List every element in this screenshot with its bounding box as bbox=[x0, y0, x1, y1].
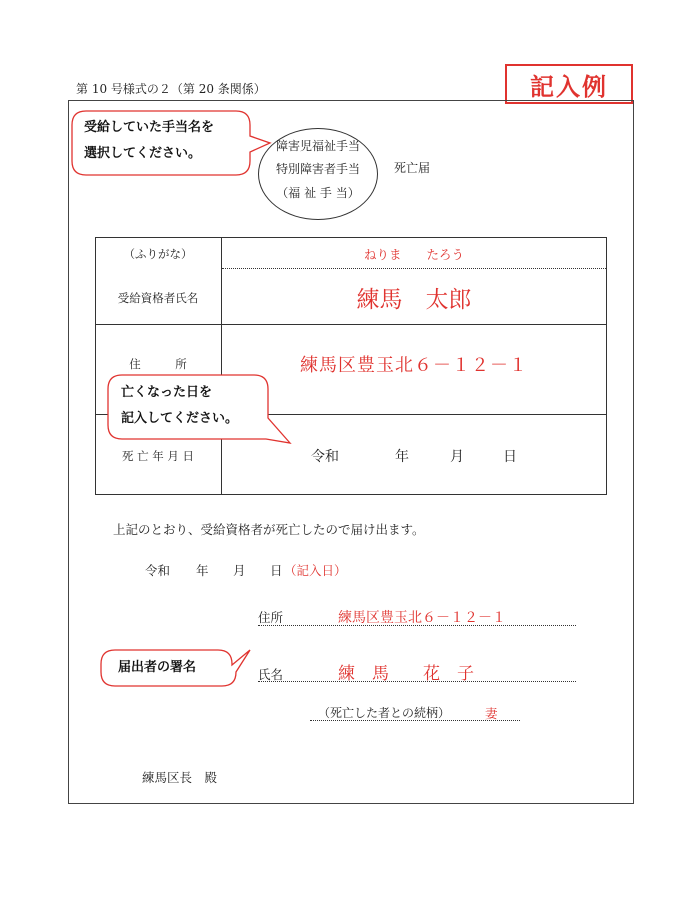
name-value: 練馬 太郎 bbox=[356, 287, 472, 313]
allowance-option-welfare: （福 祉 手 当） bbox=[276, 186, 360, 200]
filing-date-year: 年 bbox=[196, 563, 209, 578]
notifier-name-label: 氏名 bbox=[258, 667, 284, 682]
allowance-callout-line1: 受給していた手当名を bbox=[84, 120, 215, 135]
death-date-label: 死 亡 年 月 日 bbox=[121, 449, 195, 463]
allowance-callout-line2: 選択してください。 bbox=[84, 146, 202, 161]
form-number: 第 10 号様式の２（第 20 条関係） bbox=[76, 82, 266, 96]
death-date-era: 令和 bbox=[311, 449, 339, 465]
notifier-callout-text: 届出者の署名 bbox=[118, 660, 197, 675]
relation-label: （死亡した者との続柄） bbox=[318, 706, 451, 720]
death-date-callout-line1: 亡くなった日を bbox=[121, 385, 213, 400]
allowance-option-disabled-child: 障害児福祉手当 bbox=[275, 139, 360, 153]
filing-date-note: （記入日） bbox=[284, 563, 347, 578]
death-date-callout-line2: 記入してください。 bbox=[121, 411, 239, 426]
relation-value: 妻 bbox=[485, 706, 498, 721]
filing-date-month: 月 bbox=[233, 563, 246, 578]
death-date-day: 日 bbox=[503, 449, 517, 465]
death-date-month: 月 bbox=[450, 449, 464, 465]
statement: 上記のとおり、受給資格者が死亡したので届け出ます。 bbox=[113, 522, 425, 537]
furigana-label: （ふりがな） bbox=[123, 247, 193, 261]
filing-date-day: 日 bbox=[270, 563, 283, 578]
notifier-name-value: 練 馬 花 子 bbox=[338, 664, 474, 684]
allowance-option-special-disabled: 特別障害者手当 bbox=[275, 162, 360, 176]
addressee: 練馬区長 殿 bbox=[142, 770, 218, 785]
notifier-address-label: 住所 bbox=[258, 610, 284, 625]
example-stamp: 記入例 bbox=[505, 64, 633, 104]
death-date-year: 年 bbox=[395, 449, 409, 465]
filing-date-era: 令和 bbox=[145, 563, 171, 578]
name-label: 受給資格者氏名 bbox=[117, 291, 199, 305]
report-title: 死亡届 bbox=[394, 161, 431, 175]
furigana-value: ねりま たろう bbox=[363, 247, 464, 262]
notifier-address-value: 練馬区豊玉北６－１２－１ bbox=[338, 610, 506, 626]
address-value: 練馬区豊玉北６－１２－１ bbox=[300, 355, 528, 376]
address-label: 住 所 bbox=[129, 357, 187, 371]
